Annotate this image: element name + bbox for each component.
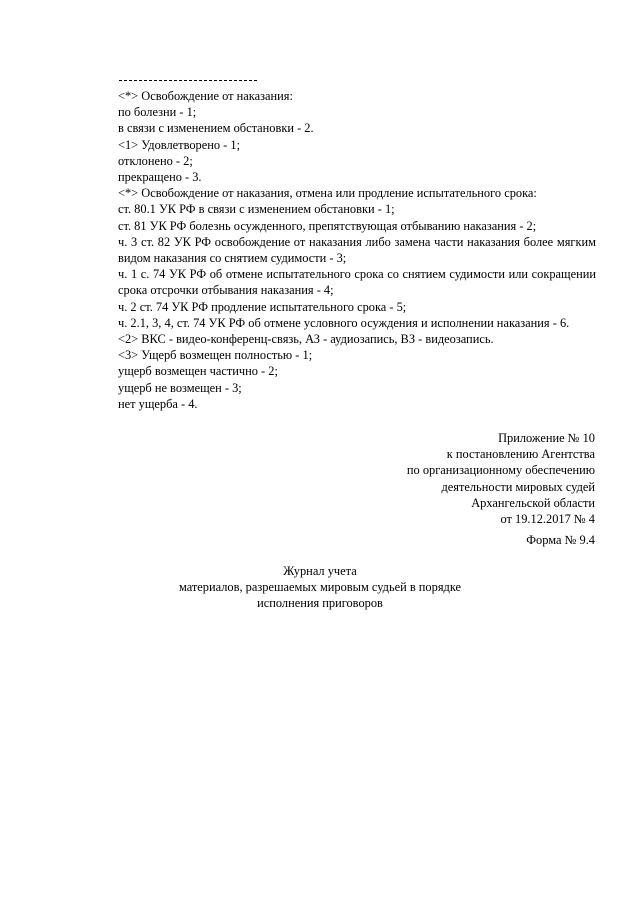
appendix-reference: деятельности мировых судей (441, 479, 595, 494)
footnote-line: ущерб не возмещен - 3; (118, 380, 242, 395)
appendix-title: Приложение № 10 (498, 431, 595, 445)
appendix-reference: к постановлению Агентства (446, 447, 595, 462)
journal-heading (100, 563, 540, 611)
footnote-line: ст. 80.1 УК РФ в связи с изменением обстановки - 1; (118, 202, 395, 217)
footnote-line: в связи с изменением обстановки - 2. (118, 121, 314, 136)
footnotes-block (118, 88, 596, 412)
footnote-paragraph: ч. 1 с. 74 УК РФ об отмене испытательного срока со снятием судимости или сокращении срока отсрочки отбывания наказания - 4; (118, 267, 596, 298)
footnote-line: по болезни - 1; (118, 105, 197, 120)
footnote-line: <1> Удовлетворено - 1; (118, 137, 241, 152)
journal-title: Журнал учета (283, 564, 357, 578)
appendix-reference: по организационному обеспечению (406, 463, 595, 478)
footnote-line: <2> ВКС - видео-конференц-связь, АЗ - аудиозапись, ВЗ - видеозапись. (118, 332, 494, 347)
footnote-line: ст. 81 УК РФ болезнь осужденного, препятствующая отбыванию наказания - 2; (118, 218, 537, 233)
appendix-date: от 19.12.2017 № 4 (500, 512, 595, 527)
footnote-line: <*> Освобождение от наказания: (118, 89, 293, 103)
footnote-paragraph: ч. 3 ст. 82 УК РФ освобождение от наказания либо замена части наказания более мягким видом наказания со снятием судимости - 3; (118, 234, 596, 266)
footnote-line: ч. 2 ст. 74 УК РФ продление испытательного срока - 5; (118, 299, 407, 314)
appendix-reference: Архангельской области (471, 495, 595, 510)
footnote-line: ч. 2.1, 3, 4, ст. 74 УК РФ об отмене условного осуждения и исполнении наказания - 6. (118, 315, 570, 330)
footnote-line: отклонено - 2; (118, 153, 193, 168)
footnote-separator (119, 80, 257, 81)
journal-subtitle: исполнения приговоров (257, 596, 383, 610)
footnote-line: ущерб возмещен частично - 2; (118, 364, 278, 379)
appendix-header (275, 430, 595, 527)
footnote-line: <3> Ущерб возмещен полностью - 1; (118, 348, 313, 363)
footnote-line: прекращено - 3. (118, 170, 202, 185)
footnote-line: нет ущерба - 4. (118, 396, 198, 411)
form-number: Форма № 9.4 (526, 533, 595, 547)
footnote-line: <*> Освобождение от наказания, отмена или продление испытательного срока: (118, 186, 537, 201)
journal-subtitle: материалов, разрешаемых мировым судьей в порядке (178, 580, 462, 594)
